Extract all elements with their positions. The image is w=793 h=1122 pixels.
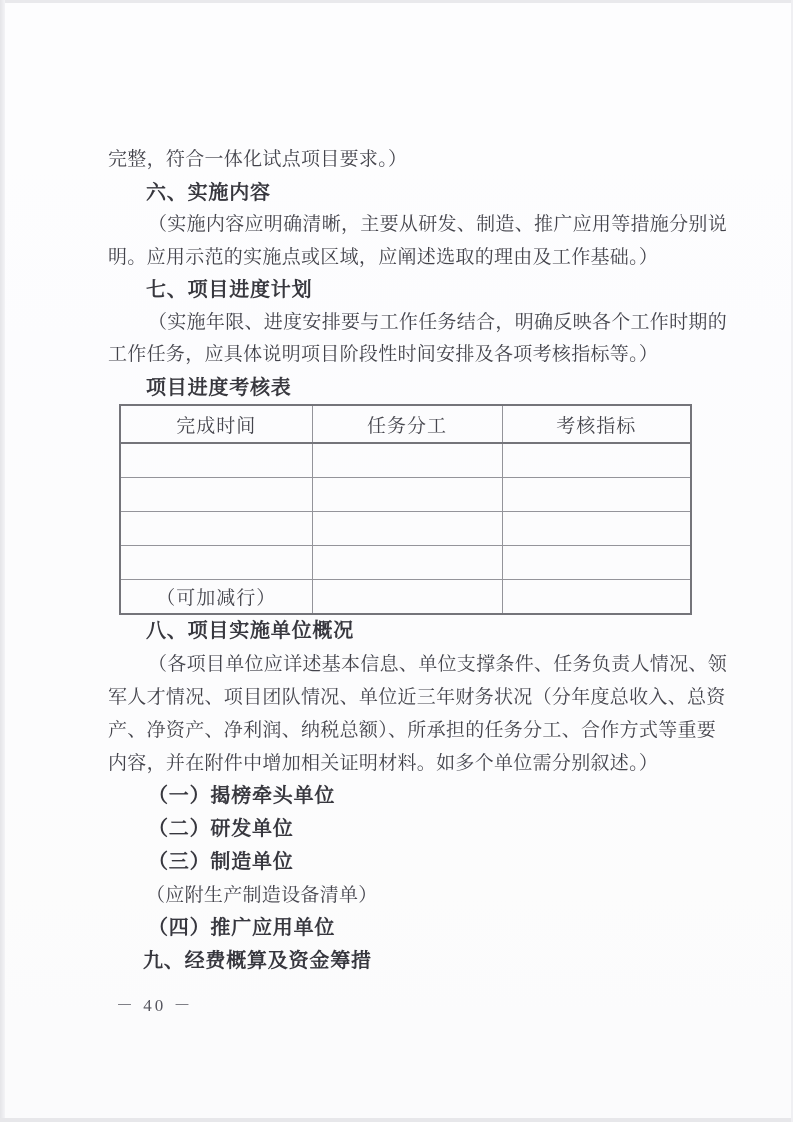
section6-paragraph-line: （实施内容应明确清晰，主要从研发、制造、推广应用等措施分别说 [148,214,728,235]
table-header-assessment-indicator: 考核指标 [502,405,691,443]
table-cell [312,478,502,512]
section8-paragraph-line: （各项目单位应详述基本信息、单位支撑条件、任务负责人情况、领 [148,654,728,675]
table-header-task-division: 任务分工 [312,405,502,443]
section7-paragraph-line: （实施年限、进度安排要与工作任务结合，明确反映各个工作时期的 [148,311,728,333]
table-header-row [120,405,691,443]
progress-assessment-table [119,404,692,615]
table-cell [502,580,691,615]
table-row [120,443,691,478]
progress-table-title: 项目进度考核表 [146,376,292,399]
section8-sub1-heading: （一）揭榜牵头单位 [148,785,336,807]
section8-sub3-note: （应附生产制造设备清单） [146,885,378,906]
table-row-add-remove-note [120,580,691,615]
table-header-completion-time: 完成时间 [120,405,312,443]
scan-edge-bottom [0,1118,793,1122]
table-cell [120,512,312,546]
section6-paragraph-line: 明。应用示范的实施点或区域，应阐述选取的理由及工作基础。） [108,246,659,268]
section8-sub3-heading: （三）制造单位 [148,851,294,873]
section8-paragraph-line: 产、净资产、净利润、纳税总额）、所承担的任务分工、合作方式等重要 [108,720,717,741]
table-cell [120,443,312,478]
section8-paragraph-line: 内容，并在附件中增加相关证明材料。如多个单位需分别叙述。） [108,753,659,774]
section6-heading: 六、实施内容 [146,181,271,204]
table-cell [312,512,502,546]
table-cell [312,546,502,580]
table-cell-add-remove-note: （可加减行） [120,580,312,615]
table-cell [502,512,691,546]
section9-heading: 九、经费概算及资金筹措 [143,950,372,972]
table-cell [502,443,691,478]
document-content [0,144,793,978]
section8-sub2-heading: （二）研发单位 [148,818,294,840]
section8-heading: 八、项目实施单位概况 [146,620,354,642]
page-number: － 40 － [116,996,194,1015]
section8-sub4-heading: （四）推广应用单位 [148,917,336,939]
scan-edge-top [0,0,793,3]
table-cell [312,580,502,615]
table-cell [502,546,691,580]
section7-paragraph-line: 工作任务，应具体说明项目阶段性时间安排及各项考核指标等。） [108,344,659,365]
section7-heading: 七、项目进度计划 [146,279,313,301]
lower-sections [0,615,793,978]
table-row [120,512,691,546]
table-row [120,546,691,580]
section8-paragraph-line: 军人才情况、项目团队情况、单位近三年财务状况（分年度总收入、总资 [108,687,726,708]
paragraph-continuation-line: 完整，符合一体化试点项目要求。） [108,149,408,170]
table-cell [120,546,312,580]
table-cell [502,478,691,512]
table-cell [120,478,312,512]
table-cell [312,443,502,478]
table-row [120,478,691,512]
